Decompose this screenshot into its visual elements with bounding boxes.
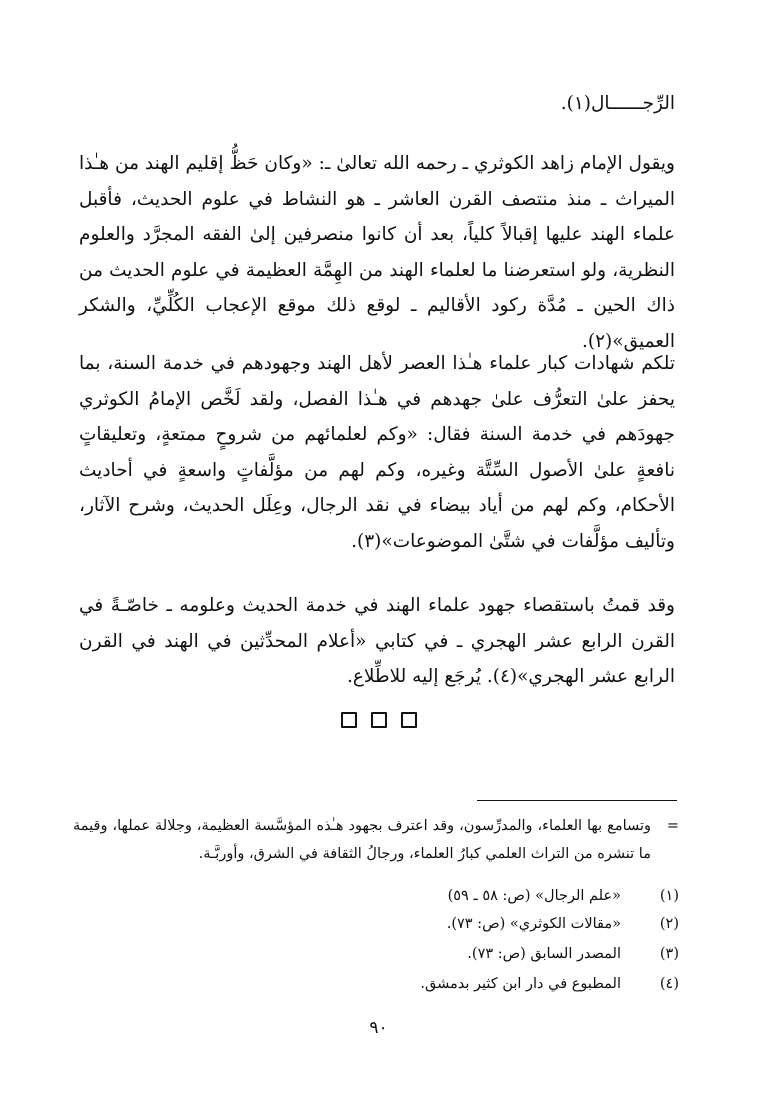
footnote-continuation-text: وتسامع بها العلماء، والمدرِّسون، وقد اعترف بجهود هـٰذه المؤسَّسة العظيمة، وجلالة عملها، وقيمة ما تنشره من التراث العلمي كبارُ العلماء، ورجالُ الثقافة في الشرق، وأوربَّـة.	[73, 818, 651, 862]
paragraph-continuation: الرِّجــــــال(١).	[560, 93, 675, 114]
footnote-2	[73, 910, 679, 938]
footnote-text: «مقالات الكوثري» (ص: ٧٣).	[446, 916, 621, 932]
section-separator	[0, 712, 757, 728]
square-ornament-icon	[371, 712, 387, 728]
footnote-text: المصدر السابق (ص: ٧٣).	[467, 946, 621, 962]
footnote-divider	[477, 800, 677, 801]
footnote-number: (٤)	[659, 976, 679, 992]
footnote-number: (٣)	[659, 946, 679, 962]
footnote-4	[73, 970, 679, 998]
footnote-text: المطبوع في دار ابن كثير بدمشق.	[420, 976, 621, 992]
continuation-mark: =	[666, 818, 679, 834]
footnote-number: (١)	[659, 888, 679, 904]
footnote-text: «علم الرجال» (ص: ٥٨ ـ ٥٩)	[447, 888, 621, 904]
page-number: ٩٠	[369, 1018, 388, 1038]
footnote-number: (٢)	[659, 916, 679, 932]
footnote-1	[73, 882, 679, 910]
footnote-continuation	[73, 812, 679, 868]
paragraph-testimonies: تلكم شهادات كبار علماء هـٰذا العصر لأهل الهند وجهودهم في خدمة السنة، بما يحفز علىٰ التعرُّف علىٰ جهدهم في هـٰذا الفصل، ولقد لَخَّص الإمامُ الكوثري جهودَهم في خدمة السنة فقال: «وكم لعلمائهم من شروحٍ ممتعةٍ، وتعليقاتٍ نافعةٍ علىٰ الأصول السِّتَّة وغيره، وكم لهم من مؤلَّفاتٍ واسعةٍ في أحاديث الأحكام، وكم لهم من أياد بيضاء في نقد الرجال، وعِلَل الحديث، وشرح الآثار، وتأليف مؤلَّفات في شتَّىٰ الموضوعات»(٣).	[79, 353, 675, 552]
square-ornament-icon	[341, 712, 357, 728]
footnote-3	[73, 940, 679, 968]
square-ornament-icon	[401, 712, 417, 728]
paragraph-kawthari-quote: ويقول الإمام زاهد الكوثري ـ رحمه الله تعالىٰ ـ: «وكان حَظُّ إقليم الهند من هـٰذا الميراث ـ منذ منتصف القرن العاشر ـ هو النشاط في علوم الحديث، فأقبل علماء الهند عليها إقبالاً كلياً، بعد أن كانوا منصرفين إلىٰ الفقه المجرَّد والعلوم النظرية، ولو استعرضنا ما لعلماء الهند من الهِمَّة العظيمة في علوم الحديث من ذاك الحين ـ مُدَّة ركود الأقاليم ـ لوقع ذلك موقع الإعجاب الكُلِّيِّ، والشكر العميق»(٢).	[79, 153, 675, 352]
paragraph-author-book: وقد قمتُ باستقصاء جهود علماء الهند في خدمة الحديث وعلومه ـ خاصّـةً في القرن الرابع عشر الهجري ـ في كتابي «أعلام المحدِّثين في الهند في القرن الرابع عشر الهجري»(٤). يُرجَع إليه للاطِّلاع.	[79, 595, 675, 688]
